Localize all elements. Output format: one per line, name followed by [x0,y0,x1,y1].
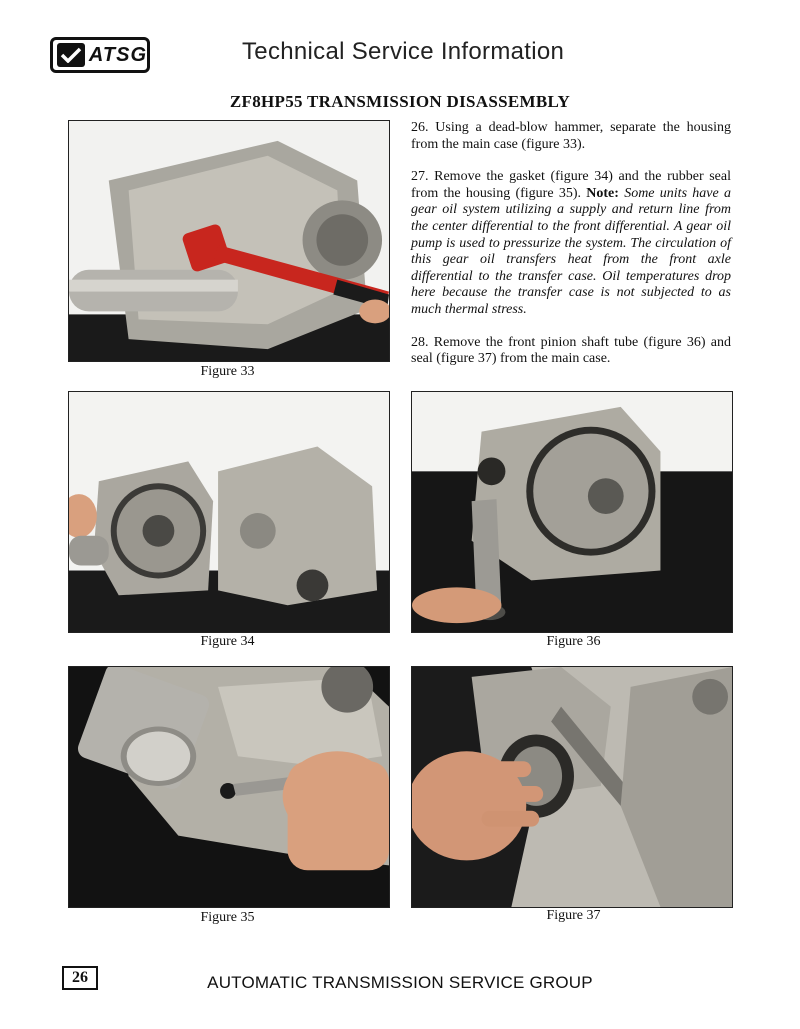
figure-34-photo [68,391,390,633]
figure-37-caption: Figure 37 [546,908,601,923]
figure-34-caption: Figure 34 [200,634,255,649]
figure-35-caption: Figure 35 [200,910,255,925]
page-number: 26 [62,966,98,990]
figure-33-caption: Figure 33 [200,364,255,379]
checkmark-icon [57,43,85,67]
figure-33-photo [68,120,390,362]
instructions-text [411,120,731,384]
step-27-intro: 27. Remove the gasket (figure 34) and the rubber seal from the housing (figure 35). [411,169,731,201]
figure-35-photo [68,666,390,908]
figure-36-caption: Figure 36 [546,634,601,649]
footer-org-name: AUTOMATIC TRANSMISSION SERVICE GROUP [207,973,593,992]
step-27-note-label: Note: [586,185,619,201]
step-27 [411,169,731,318]
step-27-note: Some units have a gear oil system utilizing a supply and return line from the center differential to the front differential. A gear oil pump is used to pressurize the system. The circulation of this gear oil transfers heat from the front axle differential to the transfer case. Oil temperatures drop here because the transfer case is not subjected to as much thermal stress. [411,185,731,317]
step-26: 26. Using a dead-blow hammer, separate the housing from the main case (figure 33). [411,120,731,152]
logo-text: ATSG [88,43,147,66]
document-title: ZF8HP55 TRANSMISSION DISASSEMBLY [229,92,571,111]
step-28: 28. Remove the front pinion shaft tube (figure 36) and seal (figure 37) from the main case. [411,334,731,367]
figure-36-photo [411,391,733,633]
atsg-logo [50,37,150,73]
figure-37-photo [411,666,733,908]
header-title: Technical Service Information [242,38,565,65]
